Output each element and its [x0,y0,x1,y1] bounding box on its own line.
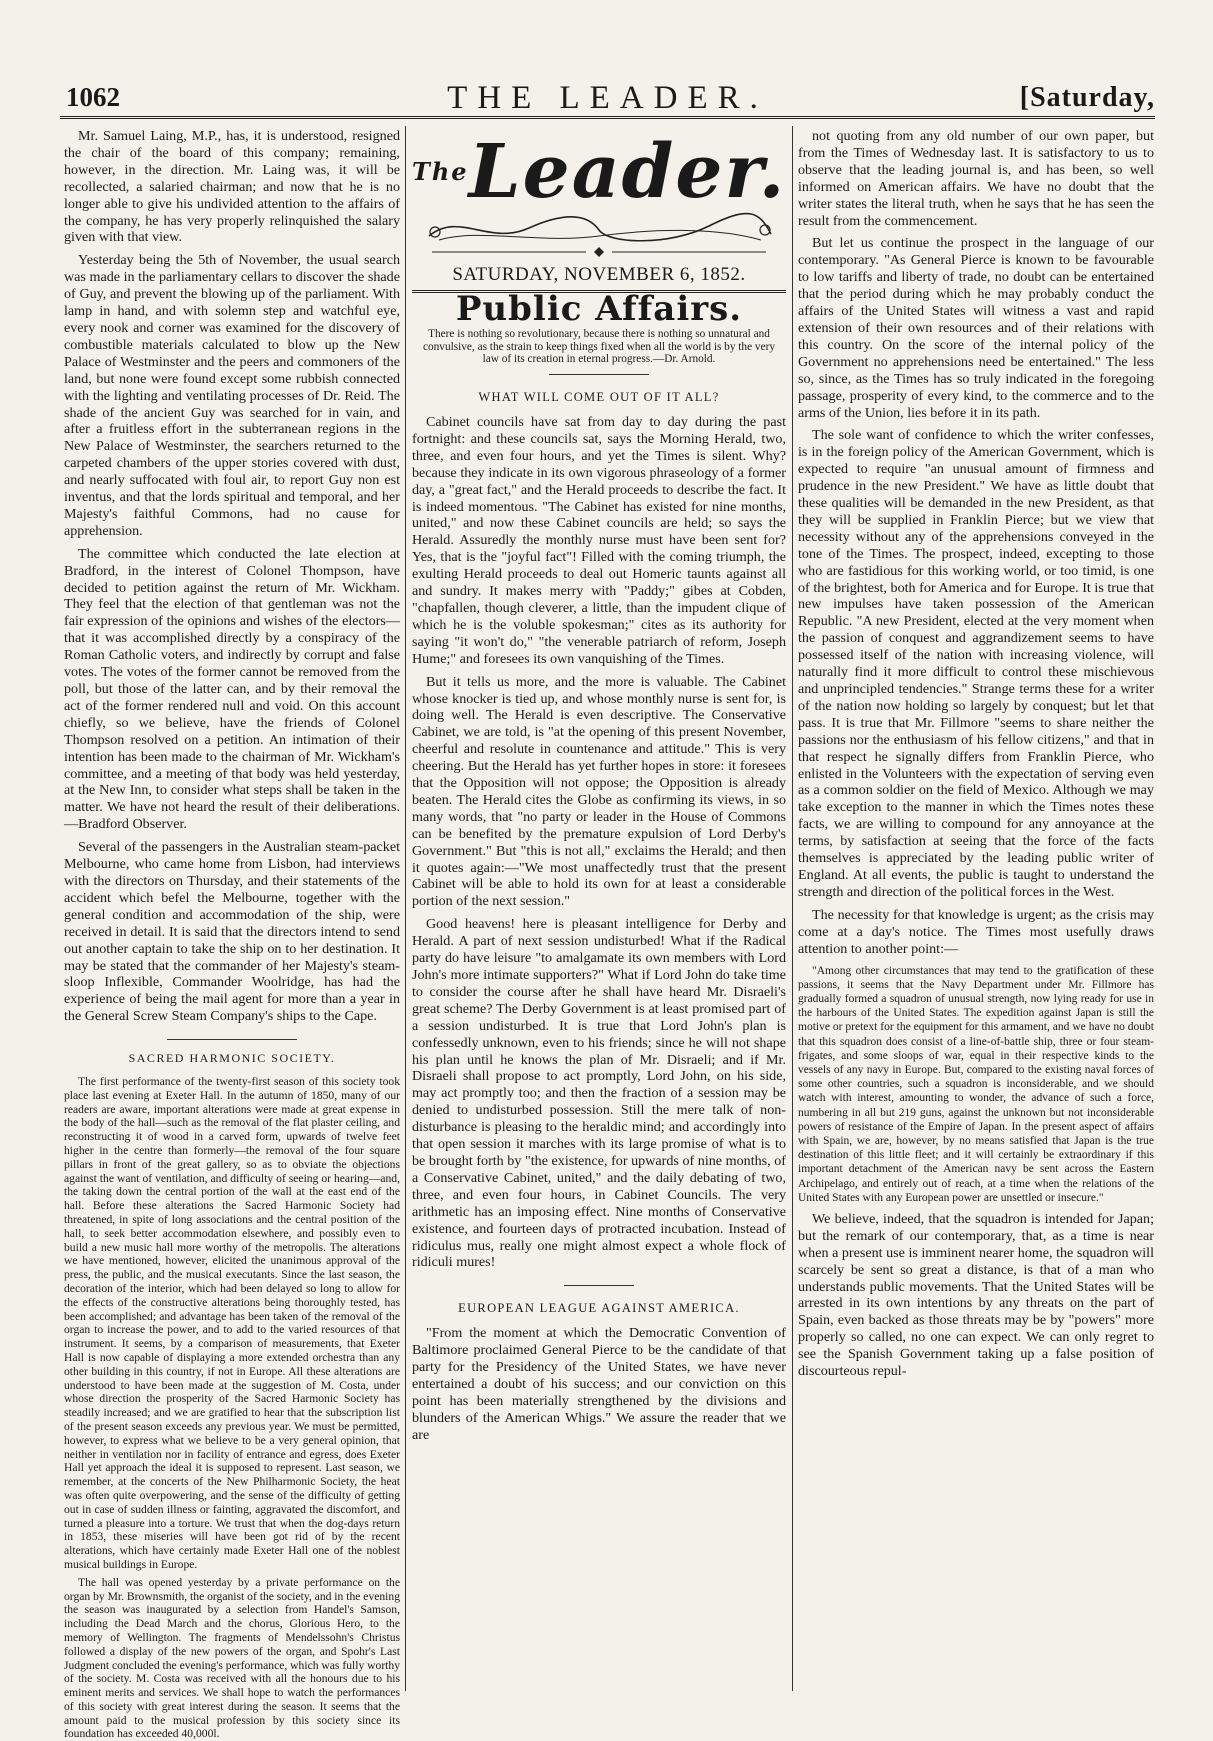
page-number: 1062 [66,82,120,112]
harmonic-paragraph-1: The first performance of the twenty-first season of this society took place last evening at Exeter Hall. In the autumn of 1850, many of our readers are aware, important alterations were made at great expense in the body of the hall—such as the removal of the flat plaster ceiling, and reconstructing it of wood in a carved form, upwards of twelve feet higher in the centre than formerly—the removal of the four square pillars in front of the great gallery, so as to obviate the objections against the want of ventilation, and difficulty of seeing or hearing—and, the taking down the central portion of the wall at the east end of the hall. Before these alterations the Sacred Harmonic Society had threatened, in spite of long associations and the central position of the hall, to seek better accommodation elsewhere, and possibly even to build a new music hall more worthy of the metropolis. The alterations we have mentioned, however, elicited the unanimous approval of the press, the public, and the musical executants. Since the last season, the decoration of the interior, which had been delayed so long to allow for the effects of the constructive alterations being thoroughly tested, has been accomplished; and advantage has been taken of the removal of the organ to increase the power, and to add to the varied resources of that instrument. It seems, by a comparison of measurements, that Exeter Hall is now capable of displaying a more extended orchestra than any other building in this country, if not in Europe. All these alterations are understood to have been made at the suggestion of M. Costa, under whose direction the prosperity of the Sacred Harmonic Society has steadily increased; and we are gratified to hear that the subscription list of the present season exceeds any previous year. We must be permitted, however, to express what we believe to be a very general opinion, that neither in ventilation nor in facility of entrance and egress, does Exeter Hall yet approach the ideal it is supposed to represent. Last season, we remember, at the concerts of the New Philharmonic Society, the heat was often quite overpowering, and the sense of the difficulty of getting out in case of sudden illness or fainting, aggravated the discomfort, and turned a pleasure into a torture. We trust that when the dog-days return in 1853, these miseries will have been got rid of by the recent alterations, which have certainly made Exeter Hall one of the noblest musical buildings in Europe. [64,1075,400,1571]
masthead-leader: Leader. [468,129,787,215]
paragraph-laing: Mr. Samuel Laing, M.P., has, it is understood, resigned the chair of the board of this company; remaining, however, in the direction. Mr. Laing was, it will be recollected, a salaried chairman; and now that he is no longer able to give his undivided attention to the affairs of the company, he has very properly relinquished the salary given with that view. [64,128,400,246]
harmonic-heading: SACRED HARMONIC SOCIETY. [128,1051,336,1066]
article-heading: WHAT WILL COME OUT OF IT ALL? [478,390,720,405]
column-divider-right [792,126,793,1691]
times-quotation [798,964,1154,1205]
league-paragraph-3: But let us continue the prospect in the language of our contemporary. "As General Pierce is known to be favourable to low tariffs and liberty of trade, no doubt can be entertained that the period during which he may probably conduct the affairs of the United States will witness a vast and rapid extension of their own resources and of their relations with this country. On the score of the internal policy of the Government no apprehensions need be entertained." The less so, since, as the Times has so truly indicated in the foregoing passage, prosperity of every kind, to the commerce and to the arms of the Union, lies before it in its path. [798,235,1154,421]
date-ornament [412,246,786,258]
article-paragraph-3: Good heavens! here is pleasant intelligence for Derby and Herald. A part of next session undisturbed! What if the Radical party do have leisure "to amalgamate its own members with Lord John's more intimate supporters?" What if Lord John do take time to consider the course after he shall have heard Mr. Disraeli's great scheme? The Derby Government is at least promised part of a session undisturbed. It is true that Lord John's plan is confessedly unknown, even to his friends; since he will not shape his plan until he knows the plan of Mr. Disraeli; and if Mr. Disraeli shall propose to act promptly, Lord John, on his side, may act promptly too; and then the fraction of a session may be denied to undisturbed possession. Still the mere talk of non-disturbance is pleasing to the heraldic mind; and accordingly into that open session it marches with its large promise of what is to be brought forth by "the existence, for upwards of nine months, of a Conservative Cabinet, united," and the daily debating of two, three, and even four hours, in Cabinet Councils. The very arithmetic has an imposing effect. Nine months of Conservative existence, and fourteen days of protracted incubation. Instead of ridiculus mus, really one might almost expect a whole flock of ridiculi mures! [412,916,786,1271]
article-paragraph-2: But it tells us more, and the more is valuable. The Cabinet whose knocker is tied up, and whose monthly nurse is sent for, is doing well. The Herald is even descriptive. The Conservative Cabinet, we are told, is "at the opening of this present November, cheerful and resolute in countenance and attitude." This is very cheering. But the Herald has yet further hopes in store: it foresees that the Opposition will not oppose; the Opposition is already beaten. The Herald cites the Globe as confirming its views, in so many words, that "no party or leader in the House of Commons can be benefited by the premature expulsion of Lord Derby's Government." But "this is not all," exclaims the Herald; and then it quotes again:—"We most unaffectedly trust that the present Cabinet will be able to hold its own for at least a considerable portion of the next session." [412,673,786,910]
masthead-title [412,130,786,214]
issue-date: SATURDAY, NOVEMBER 6, 1852. [452,263,746,285]
column-1 [64,128,400,1741]
section-title: Public Affairs. [455,288,743,329]
league-paragraph-5: The necessity for that knowledge is urgent; as the crisis may come at a day's notice. The Times most usefully draws attention to another point:— [798,906,1154,957]
motto: There is nothing so revolutionary, because there is nothing so unnatural and convulsive, as the strain to keep things fixed when all the world is by the very law of its creation in eternal progress.—Dr. Arnold. [422,327,775,366]
running-day: [Saturday, [1019,82,1155,113]
harmonic-article [64,1075,400,1741]
league-paragraph-1: "From the moment at which the Democratic Convention of Baltimore proclaimed General Pierce to be the candidate of that party for the Presidency of the United States, we have never entertained a doubt of his success; and our conviction on this point has been materially strengthened by the divisions and blunders of the American Whigs." We assure the reader that we are [412,1325,786,1443]
motto-rule [549,374,649,375]
masthead [412,130,786,284]
column-divider-left [405,126,406,1691]
paragraph-bradford: The committee which conducted the late election at Bradford, in the interest of Colonel Thompson, have decided to petition against the return of Mr. Wickham. They feel that the election of that gentleman was not the fair expression of the opinions and wishes of the electors—that it was accomplished directly by a conspiracy of the Roman Catholic voters, and indirectly by corrupt and false votes. The votes of the former cannot be removed from the poll, but those of the latter can, and by their removal the act of the former rendered null and void. On this account chiefly, so we believe, have the friends of Colonel Thompson resolved on a petition. An intimation of their intention has been made to the chairman of Mr. Wickham's committee, and a meeting of that body was held yesterday, at the New Inn, to consider what steps shall be taken in the matter. We have not heard the result of their deliberations.—Bradford Observer. [64,545,400,833]
masthead-the: The [412,157,469,186]
paragraph-guy-fawkes: Yesterday being the 5th of November, the usual search was made in the parliamentary cellars to discover the shade of Guy, and prevent the blowing up of the parliament. With lamp in hand, and with solemn step and watchful eye, every nook and corner was examined for the discovery of combustible materials calculated to blow up the New Palace of Westminster and the peers and commoners of the land, but none were found except some rubbish connected with the lighting and ventilating processes of Dr. Reid. The shade of the ancient Guy was searched for in vain, and after a fruitless effort in the subterranean regions in the New Palace of Westminster, the searchers returned to the carpeted chambers of the upper stories covered with dust, and nearly suffocated with foul air, to report Guy non est inventus, and that the lords spiritual and temporal, and her Majesty's faithful Commons, had no cause for apprehension. [64,252,400,539]
harmonic-paragraph-2: The hall was opened yesterday by a private performance on the organ by Mr. Brownsmith, the organist of the society, and in the evening the season was inaugurated by a selection from Handel's Samson, including the Dead March and the chorus, Glorious Hero, to the memory of Wellington. The fragments of Mendelssohn's Christus followed a display of the new powers of the organ, and Spohr's Last Judgment concluded the evening's performance, which was fully worthy of the society. M. Costa was received with all the honours due to his eminent merits and services. We shall hope to watch the performances of this society with great interest during the season. It seems that the amount paid to the musical profession by this society since its foundation has exceeded 40,000l. [64,1575,400,1741]
column-3 [798,128,1154,1698]
league-heading: EUROPEAN LEAGUE AGAINST AMERICA. [458,1301,740,1316]
league-paragraph-2: not quoting from any old number of our own paper, but from the Times of Wednesday last. It is satisfactory to us to observe that the leading journal is, and has been, so well informed on American affairs. We have no doubt that the writer states the literal truth, when he says that he has seen the result from the commencement. [798,128,1154,229]
paragraph-melbourne: Several of the passengers in the Australian steam-packet Melbourne, who came home from Lisbon, had interviews with the directors on Thursday, and their statements of the accident which befel the Melbourne, together with the general condition and accommodation of the ship, were received in detail. It is said that the directors intend to send out another captain to take the ship on to her destination. It may be stated that the commander of her Majesty's steam-sloop Inflexible, Commander Woolridge, has had the experience of being the mail agent for more than a year in the General Screw Steam Company's ships to the Cape. [64,839,400,1025]
quotation-text: "Among other circumstances that may tend to the gratification of these passions, it seems that the Navy Department under Mr. Fillmore has gradually formed a squadron of unusual strength, now lying ready for use in the harbours of the United States. The expedition against Japan is still the motive or pretext for the equipment for this armament, and we have no doubt that this squadron does consist of a line-of-battle ship, three or four steam-frigates, and some sloops of war, equal in their respective kinds to the vessels of any navy in Europe. But, compared to the existing naval forces of some other countries, such a squadron is inconsiderable, and we should watch with interest, amounting to wonder, the advance of such a force, numbering in all but 219 guns, against the unknown but not inconsiderable powers of resistance of the Empire of Japan. In the present aspect of affairs with Spain, we are, however, by no means satisfied that Japan is the true destination of this little fleet; and it will certainly be extraordinary if this important detachment of the American navy be sent across the Eastern Archipelago, and entirely out of reach, at a time when the relations of the United States with any European power are unsettled or insecure." [798,964,1154,1204]
column-2 [412,128,786,1698]
article-paragraph-1: Cabinet councils have sat from day to day during the past fortnight: and these councils sat, says the Morning Herald, two, three, and even four hours, and yet the Times is silent. Why? because they indicate in its own vigorous phraseology of a former day, a "great fact," and the Herald proceeds to describe the fact. It is indeed momentous. "The Cabinet has existed for nine months, united," and now these Cabinet councils are held; so says the Herald. Assuredly the monthly nurse must have been sent for? Yes, that is the "joyful fact"! Filled with the coming triumph, the exulting Herald proceeds to deal out Homeric taunts against all and sundry. It makes merry with "Paddy;" gibes at Cobden, "chapfallen, though cleverer, a little, than the impudent clique of which he is the voluble spokesman;" cites as its authority for saying "it won't do," "the venerable patriarch of reform, Joseph Hume;" and foresees its own vanquishing of the Times. [412,414,786,667]
running-title: THE LEADER. [447,80,768,116]
league-paragraph-4: The sole want of confidence to which the writer confesses, is in the foreign policy of the American Government, which is expected to require "an unusual amount of firmness and prudence in the new President." We have as little doubt that these qualities will be demanded in the new President, as that they will be supplied in Franklin Pierce; but we view that necessity without any of the apprehensions conveyed in the tone of the Times. The prospect, indeed, excepting to those who are fastidious for this working world, or too timid, is one of the brightest, both for America and for Europe. It is true that new impulses have taken possession of the American Republic. "A new President, elected at the very moment when the passion of conquest and aggrandizement seems to have possessed itself of the nation with increasing violence, will naturally find it more difficult to control these mischievous and unprincipled tendencies." Strange terms these for a writer of the nation now holding so largely by conquest; but let that pass. It is true that Mr. Fillmore "seems to share neither the passions nor the enthusiasm of his fellow citizens," and that in that respect he signally differs from Franklin Pierce, who enlisted in the Volunteers with the expectation of serving even as a common soldier on the field of Mexico. Although we may take exception to the manner in which the Times notes these facts, we are willing to compound for any annoyance at the terms, by satisfaction at seeing that the force of the facts themselves is appreciated by the leading public writer of England. At all events, the public is taught to understand the strength and direction of the political forces in the West. [798,427,1154,900]
league-paragraph-6: We believe, indeed, that the squadron is intended for Japan; but the remark of our contemporary, that, as a time is near when a present use is imminent nearer home, the squadron will scarcely be sent so great a distance, is that of a man who understands public movements. That the United States will be arrested in its own intentions by any threats on the part of Spain, even backed as those threats may be by "powers" more properly so called, no one can expect. We can only regret to see the Spanish Government taking up a false position of discourteous repul- [798,1210,1154,1380]
header-rule [60,116,1155,119]
section-rule [167,1039,297,1040]
article-rule [564,1285,634,1286]
